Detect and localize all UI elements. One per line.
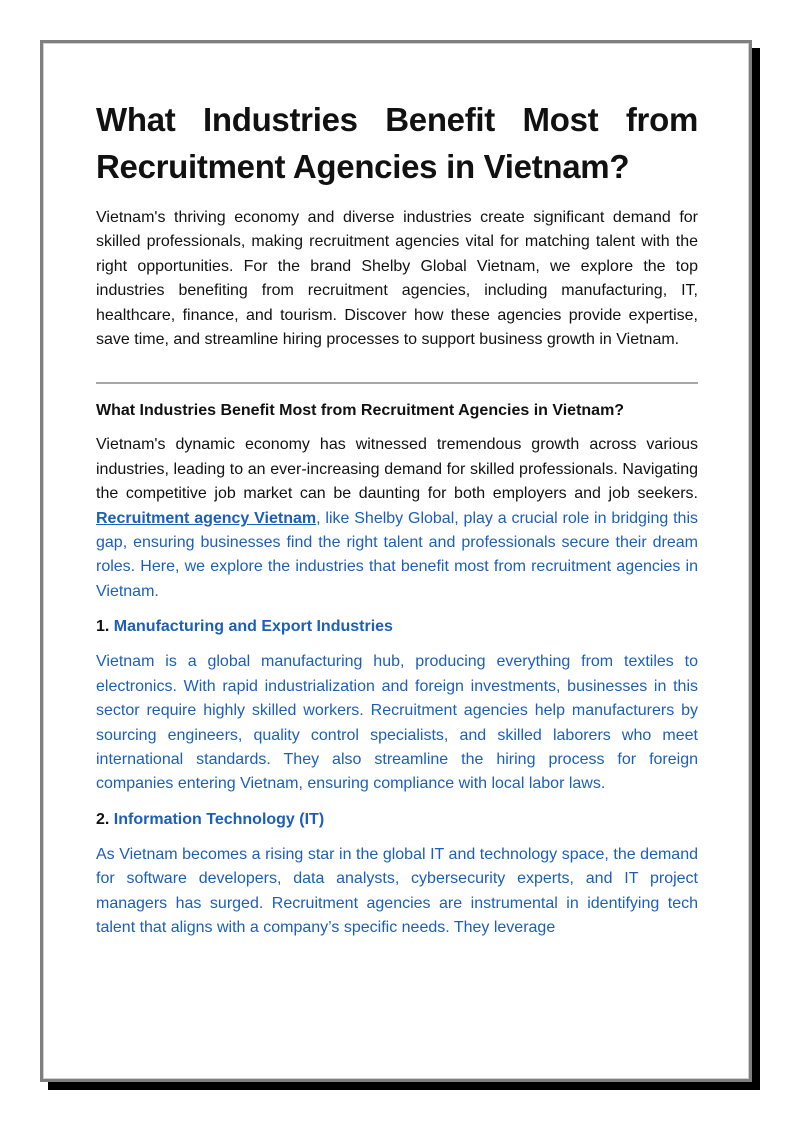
section-heading: What Industries Benefit Most from Recruitment Agencies in Vietnam? <box>96 402 625 420</box>
article-title <box>96 96 698 190</box>
section-1-text: Vietnam is a global manufacturing hub, producing everything from textiles to electronics. With rapid industrialization and foreign investments, businesses in this sector require highly skilled workers. Recruitment agencies help manufacturers by sourcing engineers, quality control specialists, and skilled laborers who meet international standards. They also streamline the hiring process for foreign companies entering Vietnam, ensuring compliance with local labor laws. <box>96 653 698 793</box>
section-1-title: Manufacturing and Export Industries <box>113 618 393 636</box>
section-1-number: 1. <box>96 618 110 636</box>
article <box>96 96 698 940</box>
section-1-heading <box>96 615 698 639</box>
section-2-heading <box>96 808 698 832</box>
body-intro-continuation: , like Shelby Global, play a crucial role in bridging this gap, ensuring businesses find the right talent and professionals secure their dream roles. Here, we explore the industries that benefit most from recruitment agencies in Vietnam. <box>96 509 698 600</box>
recruitment-agency-link[interactable]: Recruitment agency Vietnam <box>96 509 317 527</box>
section-2-title: Information Technology (IT) <box>113 810 325 828</box>
body-intro-paragraph <box>96 433 698 604</box>
section-2-number: 2. <box>96 810 110 828</box>
article-title-line-2: Recruitment Agencies in Vietnam? <box>96 148 630 185</box>
section-2-text: As Vietnam becomes a rising star in the global IT and technology space, the demand for software developers, data analysts, cybersecurity experts, and IT project managers has surged. Recruitment agencies are instrumental in identifying tech talent that aligns with a company’s specific needs. They leverage <box>96 845 698 936</box>
body-intro-text: Vietnam's dynamic economy has witnessed tremendous growth across various industries, leading to an ever-increasing demand for skilled professionals. Navigating the competitive job market can be daunting for both employers and job seekers. <box>96 436 698 503</box>
intro-paragraph: Vietnam's thriving economy and diverse industries create significant demand for skilled professionals, making recruitment agencies vital for matching talent with the right opportunities. For the brand Shelby Global Vietnam, we explore the top industries benefiting from recruitment agencies, including manufacturing, IT, healthcare, finance, and tourism. Discover how these agencies provide expertise, save time, and streamline hiring processes to support business growth in Vietnam. <box>96 209 698 349</box>
article-title-line-1: What Industries Benefit Most from <box>96 101 698 138</box>
divider <box>96 382 698 384</box>
